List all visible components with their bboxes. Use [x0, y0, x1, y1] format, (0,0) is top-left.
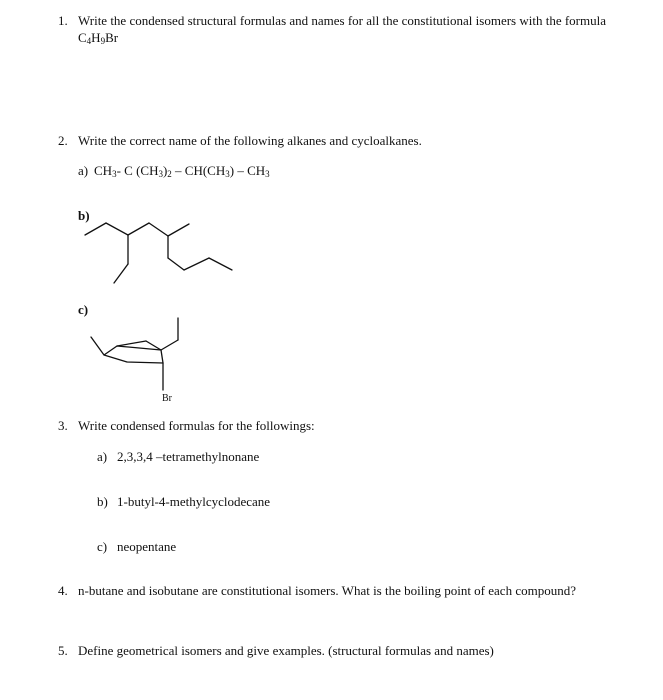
question-3b-text: 1-butyl-4-methylcyclodecane: [117, 494, 271, 509]
question-2a-formula: $CH_3-$ C $(CH_3)_2 - CH(CH_3) - CH_3$: [94, 163, 270, 179]
question-2-text: Write the correct name of the following alkanes and cycloalkanes.: [78, 133, 422, 148]
question-1-number: 1.: [58, 13, 68, 28]
question-1-formula: $C_4H_9Br$: [78, 30, 119, 46]
question-3a-text: 2,3,3,4 –tetramethylnonane: [117, 449, 260, 464]
question-2-number: 2.: [58, 133, 68, 148]
question-5-text: Define geometrical isomers and give examples. (structural formulas and names): [78, 643, 494, 658]
cyclohexane-ring: [91, 337, 163, 363]
question-3-number: 3.: [58, 418, 68, 433]
question-2b-label: b): [78, 208, 90, 223]
question-4-number: 4.: [58, 583, 68, 598]
bond: [161, 340, 178, 350]
question-3c-text: neopentane: [117, 539, 177, 554]
question-1-text: Write the condensed structural formulas and names for all the constitutional isomers with the formula: [78, 13, 606, 28]
question-3a-label: a): [97, 449, 108, 464]
question-3c-label: c): [97, 539, 108, 554]
question-5-number: 5.: [58, 643, 68, 658]
question-3b-label: b): [97, 494, 108, 509]
bond: [117, 341, 146, 346]
question-2a-label: a): [78, 163, 89, 178]
question-4-text: n-butane and isobutane are constitutional isomers. What is the boiling point of each compound?: [78, 583, 576, 598]
question-2c-label: c): [78, 302, 89, 317]
bromine-atom-label: Br: [162, 393, 172, 404]
question-3-text: Write condensed formulas for the followings:: [78, 418, 315, 433]
